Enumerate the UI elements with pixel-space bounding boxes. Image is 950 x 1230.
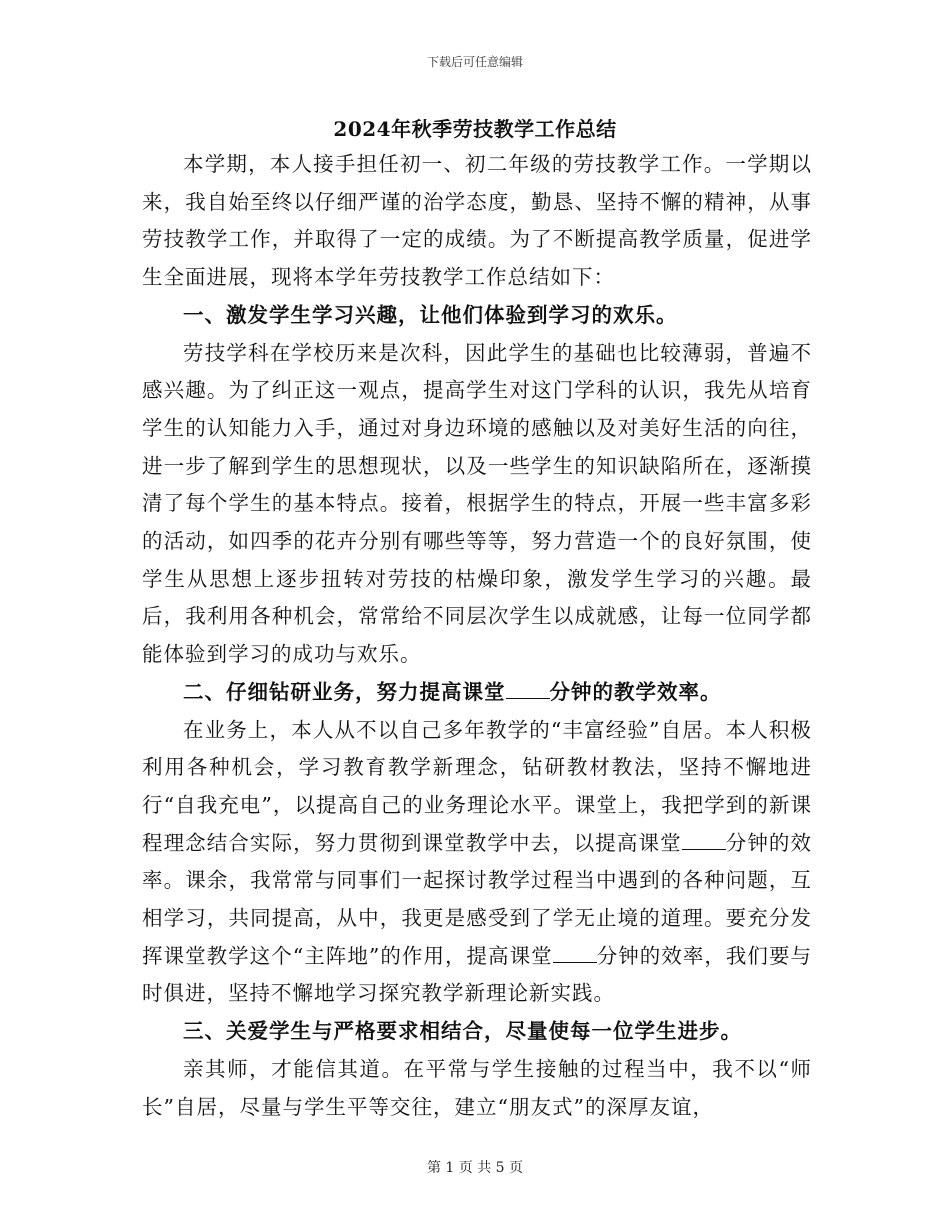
document-title: 2024年秋季劳技教学工作总结 [333, 117, 617, 141]
page-footer: 第 1 页 共 5 页 [426, 1160, 524, 1176]
fill-blank [553, 961, 597, 963]
section-2-body-part1: 在业务上，本人从不以自己多年教学的“丰富经验”自居。本人积极利用各种机会，学习教育教学新理念，钻研教材教法，坚持不懈地进行“自我充电”，以提高自己的业务理论水平。课堂上，我把学到的新课程理念结合实际，努力贯彻到课堂教学中去，以提高课堂 [142, 717, 812, 855]
section-3-heading: 三、关爱学生与严格要求相结合，尽量使每一位学生进步。 [183, 1019, 742, 1044]
section-2-heading-part2: 分钟的教学效率。 [549, 679, 722, 704]
header-note: 下载后可任意编辑 [426, 55, 523, 69]
intro-paragraph: 本学期，本人接手担任初一、初二年级的劳技教学工作。一学期以来，我自始至终以仔细严谨的治学态度，勤恳、坚持不懈的精神，从事劳技教学工作，并取得了一定的成绩。为了不断提高教学质量，促进学生全面进展，现将本学年劳技教学工作总结如下： [142, 152, 812, 290]
section-2-paragraph [142, 712, 812, 1014]
section-2-heading [142, 674, 812, 712]
section-2-body-part2: 分钟的效率。课余，我常常与同事们一起探讨教学过程当中遇到的各种问题，互相学习，共同提高，从中，我更是感受到了学无止境的道理。要充分发挥课堂教学这个“主阵地”的作用，提高课堂 [142, 830, 813, 968]
section-1-paragraph: 劳技学科在学校历来是次科，因此学生的基础也比较薄弱，普遍不感兴趣。为了纠正这一观点，提高学生对这门学科的认识，我先从培育学生的认知能力入手，通过对身边环境的感触以及对美好生活的向往，进一步了解到学生的思想现状，以及一些学生的知识缺陷所在，逐渐摸清了每个学生的基本特点。接着，根据学生的特点，开展一些丰富多彩的活动，如四季的花卉分别有哪些等等，努力营造一个的良好氛围，使学生从思想上逐步扭转对劳技的枯燥印象，激发学生学习的兴趣。最后，我利用各种机会，常常给不同层次学生以成就感，让每一位同学都能体验到学习的成功与欢乐。 [142, 340, 812, 667]
fill-blank [682, 848, 726, 850]
document-body [142, 146, 812, 1126]
section-3-paragraph: 亲其师，才能信其道。在平常与学生接触的过程当中，我不以“师长”自居，尽量与学生平等交往，建立“朋友式”的深厚友谊， [142, 1056, 812, 1119]
fill-blank [506, 697, 550, 699]
section-2-body-part3: 分钟的效率，我们要与时俱进，坚持不懈地学习探究教学新理论新实践。 [142, 943, 812, 1006]
section-2-heading-part1: 二、仔细钻研业务，努力提高课堂 [183, 679, 506, 704]
section-1-heading: 一、激发学生学习兴趣，让他们体验到学习的欢乐。 [183, 302, 678, 327]
